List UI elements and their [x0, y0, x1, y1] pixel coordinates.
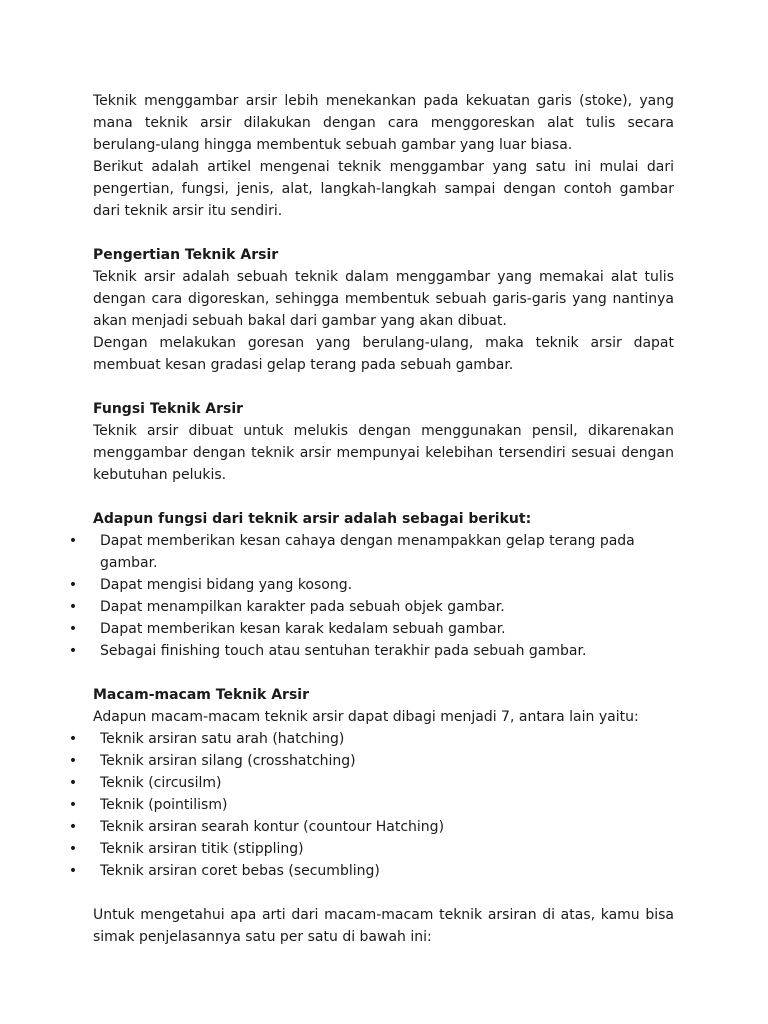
- pengertian-paragraph-2: Dengan melakukan goresan yang berulang-ulang, maka teknik arsir dapat membuat kesan gradasi gelap terang pada sebuah gambar.: [93, 335, 674, 373]
- list-item-text: Teknik arsiran coret bebas (secumbling): [100, 863, 380, 879]
- list-item-text: Teknik arsiran satu arah (hatching): [100, 731, 345, 747]
- list-item: [68, 596, 674, 618]
- section-heading-macam: Macam-macam Teknik Arsir: [93, 687, 309, 703]
- fungsi-list-heading: Adapun fungsi dari teknik arsir adalah sebagai berikut:: [93, 511, 532, 527]
- bullet-icon: •: [68, 533, 78, 549]
- list-item-text: Teknik (pointilism): [100, 797, 228, 813]
- list-item: [68, 816, 674, 838]
- list-item: [68, 838, 674, 860]
- bullet-icon: •: [68, 753, 78, 769]
- list-item: [68, 750, 674, 772]
- spacer: [93, 486, 674, 508]
- macam-intro: Adapun macam-macam teknik arsir dapat dibagi menjadi 7, antara lain yaitu:: [93, 709, 639, 725]
- list-item-text: Dapat memberikan kesan cahaya dengan menampakkan gelap terang pada gambar.: [100, 533, 635, 571]
- section-heading-fungsi: Fungsi Teknik Arsir: [93, 401, 244, 417]
- section-heading-pengertian: Pengertian Teknik Arsir: [93, 247, 279, 263]
- list-item: [68, 860, 674, 882]
- spacer: [93, 376, 674, 398]
- list-item-text: Dapat mengisi bidang yang kosong.: [100, 577, 353, 593]
- document-page: [68, 90, 674, 948]
- list-item-text: Teknik arsiran searah kontur (countour Hatching): [100, 819, 445, 835]
- intro-paragraph-1: Teknik menggambar arsir lebih menekankan pada kekuatan garis (stoke), yang mana teknik arsir dilakukan dengan cara menggoreskan alat tulis secara berulang-ulang hingga membentuk sebuah gambar yang luar biasa.: [93, 93, 674, 153]
- bullet-icon: •: [68, 863, 78, 879]
- list-item: [68, 618, 674, 640]
- list-item: [68, 772, 674, 794]
- macam-bullet-list: [68, 728, 674, 882]
- list-item-text: Sebagai finishing touch atau sentuhan terakhir pada sebuah gambar.: [100, 643, 587, 659]
- bullet-icon: •: [68, 775, 78, 791]
- spacer: [93, 882, 674, 904]
- bullet-icon: •: [68, 643, 78, 659]
- fungsi-paragraph-1: Teknik arsir dibuat untuk melukis dengan menggunakan pensil, dikarenakan menggambar dengan teknik arsir mempunyai kelebihan tersendiri sesuai dengan kebutuhan pelukis.: [93, 423, 674, 483]
- list-item: [68, 530, 674, 574]
- list-item-text: Teknik (circusilm): [100, 775, 222, 791]
- pengertian-paragraph-1: Teknik arsir adalah sebuah teknik dalam menggambar yang memakai alat tulis dengan cara digoreskan, sehingga membentuk sebuah garis-garis yang nantinya akan menjadi sebuah bakal dari gambar yang akan dibuat.: [93, 269, 674, 329]
- spacer: [93, 222, 674, 244]
- bullet-icon: •: [68, 797, 78, 813]
- list-item-text: Dapat menampilkan karakter pada sebuah objek gambar.: [100, 599, 505, 615]
- list-item-text: Dapat memberikan kesan karak kedalam sebuah gambar.: [100, 621, 506, 637]
- bullet-icon: •: [68, 599, 78, 615]
- list-item: [68, 574, 674, 596]
- intro-paragraph-2: Berikut adalah artikel mengenai teknik menggambar yang satu ini mulai dari pengertian, fungsi, jenis, alat, langkah-langkah sampai dengan contoh gambar dari teknik arsir itu sendiri.: [93, 159, 674, 219]
- list-item: [68, 728, 674, 750]
- bullet-icon: •: [68, 577, 78, 593]
- bullet-icon: •: [68, 621, 78, 637]
- bullet-icon: •: [68, 731, 78, 747]
- closing-paragraph: Untuk mengetahui apa arti dari macam-macam teknik arsiran di atas, kamu bisa simak penjelasannya satu per satu di bawah ini:: [93, 907, 674, 945]
- bullet-icon: •: [68, 841, 78, 857]
- bullet-icon: •: [68, 819, 78, 835]
- list-item-text: Teknik arsiran titik (stippling): [100, 841, 304, 857]
- list-item-text: Teknik arsiran silang (crosshatching): [100, 753, 356, 769]
- spacer: [93, 662, 674, 684]
- list-item: [68, 794, 674, 816]
- list-item: [68, 640, 674, 662]
- fungsi-bullet-list: [68, 530, 674, 662]
